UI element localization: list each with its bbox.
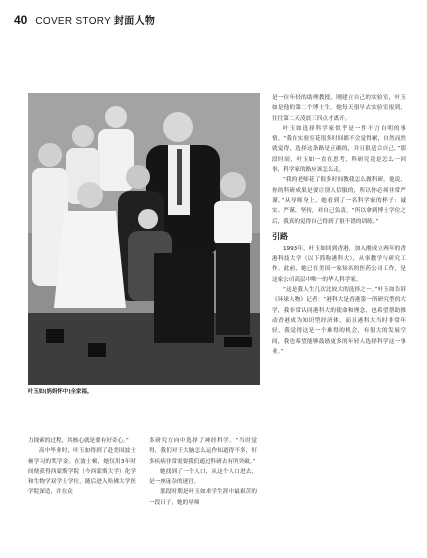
paragraph: 是一位年轻的助理教授，刚建立自己的实验室，叶玉如是他的第二个博士生。她每天很早去实验室报到，往往第二天凌晨三四点才离开。 [272,95,406,122]
paragraph: “这是我人生几次比较大的选择之一。”叶玉如告诉《环球人物》记者：“港科大是香港第一所研究型的大学，我非常认同港科大的使命和理念，也希望帮助推动香港成为知识型经济体，而且港科大当时非常年轻，我觉得这是一个难得的机会，有很大的发展空间，我也希望能够鼓励更多的年轻人选择科学这一事业。” [272,287,406,355]
paragraph: 那段时期是叶玉如求学生涯中最艰苦的一段日子，她的导师 [149,489,257,506]
section-subheading: 引路 [272,231,288,241]
paragraph: 多研究方向中选择了神经科学。“当时觉得，我们对于大脑怎么运作知道得不多，好多疾病非常需要我们通过科研去有所突破。” [149,438,257,465]
family-photo [28,93,260,385]
family-photo-image [28,93,260,385]
paragraph: “我的老师花了很多时间教我怎么做科研。他说，你的科研成果是要让别人信服的，所以你必须非常严谨。”从导师身上，她看到了一名科学家的样子：诚实、严谨、坚持，对自己负责。“所以拿到博士学位之后，我真的觉得自己得到了很不错的训练。” [272,177,406,225]
paragraph: 高中毕业时，叶玉如得到了赴美国波士顿学习的奖学金。在波士顿，她仅用3年时间便获得西蒙斯学院（今西蒙斯大学）化学和生物学双学士学位，随后进入哈佛大学医学院深造，并在众 [28,448,136,496]
section-title-en: COVER STORY [35,16,111,27]
article-column-1 [28,436,136,498]
article-column-3 [272,93,406,357]
paragraph: 她找到了一个人口，从这个人口进去，是一座庞杂的迷宫。 [149,468,257,486]
paragraph: 叶玉如选择科学家似乎是一件不言自明的事情。“我在实验室花很多时间都不会觉得累，自然而然就觉得，选择这条路是正确的，并且很适合自己。”那段时间，叶玉如一直在思考，科研究竟是怎么一回事，科学家的路应该怎么走。 [272,125,406,174]
photo-caption: 叶玉如(妈妈怀中)全家福。 [28,389,93,395]
paragraph: 力探索的过程，其核心就是要有好奇心。” [28,438,129,444]
article-column-2 [149,436,257,508]
page-number: 40 [14,13,28,27]
section-title [35,12,155,27]
paragraph: 1993年，叶玉如回到香港，加入刚成立两年的香港科技大学（以下简称港科大），从事教学与研究工作。此前，她已在美国一家知名的医药公司工作，是这家公司高层中唯一的华人科学家。 [272,245,406,283]
section-title-cn: 封面人物 [114,16,156,27]
page-header [14,12,414,30]
